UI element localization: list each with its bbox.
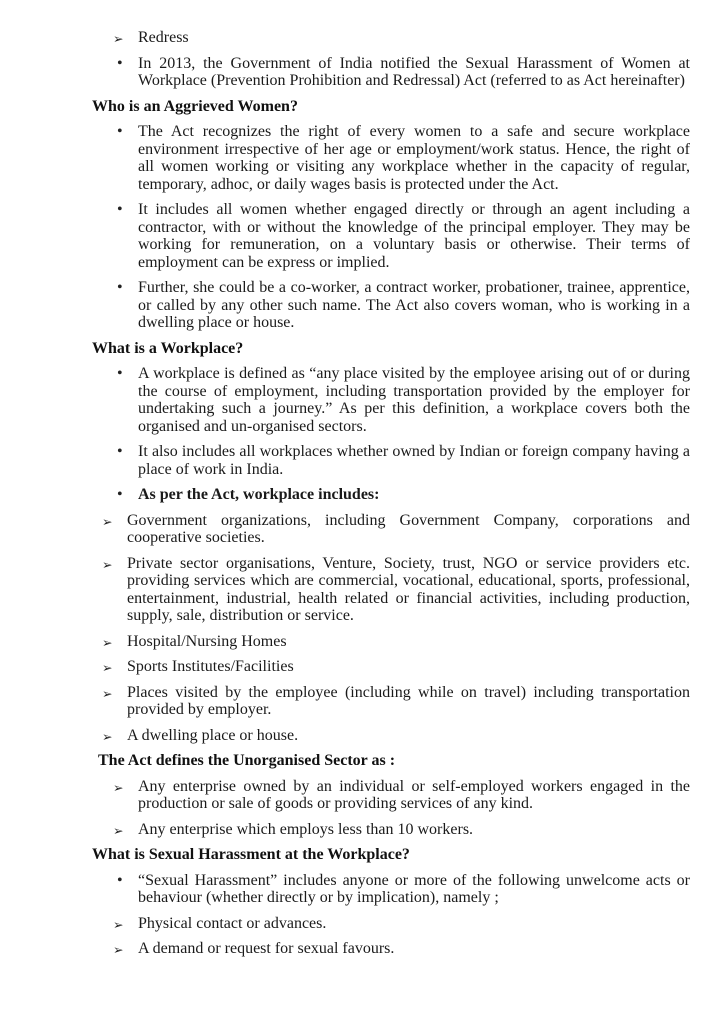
document-content: [92, 29, 690, 958]
arrow-icon: ➢: [113, 822, 124, 838]
arrow-list-item: [92, 512, 690, 547]
arrow-icon: ➢: [102, 685, 113, 701]
bullet-icon: •: [117, 54, 123, 72]
arrow-icon: ➢: [113, 31, 124, 46]
section-heading: Who is an Aggrieved Women?: [92, 97, 298, 115]
arrow-icon: ➢: [102, 634, 113, 650]
arrow-list-item: [92, 821, 690, 839]
list-item-text: “Sexual Harassment” includes anyone or more of the following unwelcome acts or behaviour (whether directly or by implication), namely ;: [138, 871, 690, 906]
bullet-list-item: [92, 279, 690, 332]
bullet-list-item: [92, 123, 690, 193]
list-item-text: Any enterprise which employs less than 10 workers.: [138, 820, 474, 838]
arrow-list-item: [92, 915, 690, 933]
list-item-text: Places visited by the employee (including while on travel) including transportation provided by employer.: [127, 683, 690, 718]
arrow-icon: ➢: [113, 942, 124, 957]
list-item-text: It also includes all workplaces whether owned by Indian or foreign company having a place of work in India.: [138, 443, 690, 478]
bullet-list-item: [92, 201, 690, 271]
arrow-icon: ➢: [102, 513, 113, 529]
list-item-text: Private sector organisations, Venture, Society, trust, NGO or service providers etc. providing services which are commercial, vocational, educational, sports, professional, entertainment, industrial, health related or financial activities, including production, supply, sale, distribution or service.: [127, 554, 690, 624]
bullet-list-item: [92, 365, 690, 435]
bullet-list-item: [92, 443, 690, 478]
list-item-text: A workplace is defined as “any place visited by the employee arising out of or during the course of employment, including transportation provided by the employer for undertaking such a journey.” As per this definition, a workplace covers both the organised and un-organised sectors.: [138, 365, 690, 435]
arrow-icon: ➢: [102, 556, 113, 572]
section-heading: What is a Workplace?: [92, 339, 244, 357]
list-item-text: Any enterprise owned by an individual or self-employed workers engaged in the production or sale of goods or providing services of any kind.: [138, 777, 690, 812]
arrow-list-item: [92, 658, 690, 676]
arrow-icon: ➢: [102, 660, 113, 675]
arrow-icon: ➢: [102, 728, 113, 744]
list-item-text: Hospital/Nursing Homes: [127, 632, 287, 650]
bullet-list-item: [92, 55, 690, 90]
section-heading: The Act defines the Unorganised Sector as :: [98, 752, 396, 769]
arrow-list-item: [92, 555, 690, 625]
list-item-text: A dwelling place or house.: [127, 726, 299, 744]
bullet-icon: •: [117, 486, 123, 503]
list-item-text: The Act recognizes the right of every women to a safe and secure workplace environment irrespective of her age or employment/work status. Hence, the right of all women working or visiting any workplace whether in the capacity of regular, temporary, adhoc, or daily wages basis is protected under the Act.: [138, 123, 690, 193]
list-item-text: As per the Act, workplace includes:: [138, 486, 380, 503]
bullet-icon: •: [117, 365, 123, 382]
arrow-list-item: [92, 633, 690, 651]
list-item-text: Government organizations, including Government Company, corporations and cooperative societies.: [127, 511, 690, 546]
list-item-text: Further, she could be a co-worker, a contract worker, probationer, trainee, apprentice, or called by any other such name. The Act also covers woman, who is working in a dwelling place or house.: [138, 279, 690, 331]
arrow-list-item: [92, 684, 690, 719]
list-item-text: Redress: [138, 29, 189, 46]
list-item-text: Sports Institutes/Facilities: [127, 658, 294, 675]
bullet-icon: •: [117, 871, 123, 889]
list-item-text: It includes all women whether engaged directly or through an agent including a contractor, with or without the knowledge of the principal employer. They may be working for remuneration, on a voluntary basis or otherwise. Their terms of employment can be express or implied.: [138, 201, 690, 271]
arrow-list-item: [92, 29, 690, 47]
list-item-text: A demand or request for sexual favours.: [138, 940, 395, 957]
arrow-list-item: [92, 778, 690, 813]
arrow-icon: ➢: [113, 779, 124, 795]
list-item-text: In 2013, the Government of India notified the Sexual Harassment of Women at Workplace (Prevention Prohibition and Redressal) Act (referred to as Act hereinafter): [138, 54, 690, 89]
arrow-icon: ➢: [113, 916, 124, 932]
bullet-icon: •: [117, 201, 123, 218]
arrow-list-item: [92, 727, 690, 745]
bullet-icon: •: [117, 279, 123, 296]
section-heading: What is Sexual Harassment at the Workplace?: [92, 846, 410, 863]
arrow-list-item: [92, 940, 690, 958]
bullet-icon: •: [117, 443, 123, 460]
bullet-list-item: [92, 486, 690, 504]
list-item-text: Physical contact or advances.: [138, 914, 327, 932]
bullet-icon: •: [117, 123, 123, 140]
bullet-list-item: [92, 872, 690, 907]
